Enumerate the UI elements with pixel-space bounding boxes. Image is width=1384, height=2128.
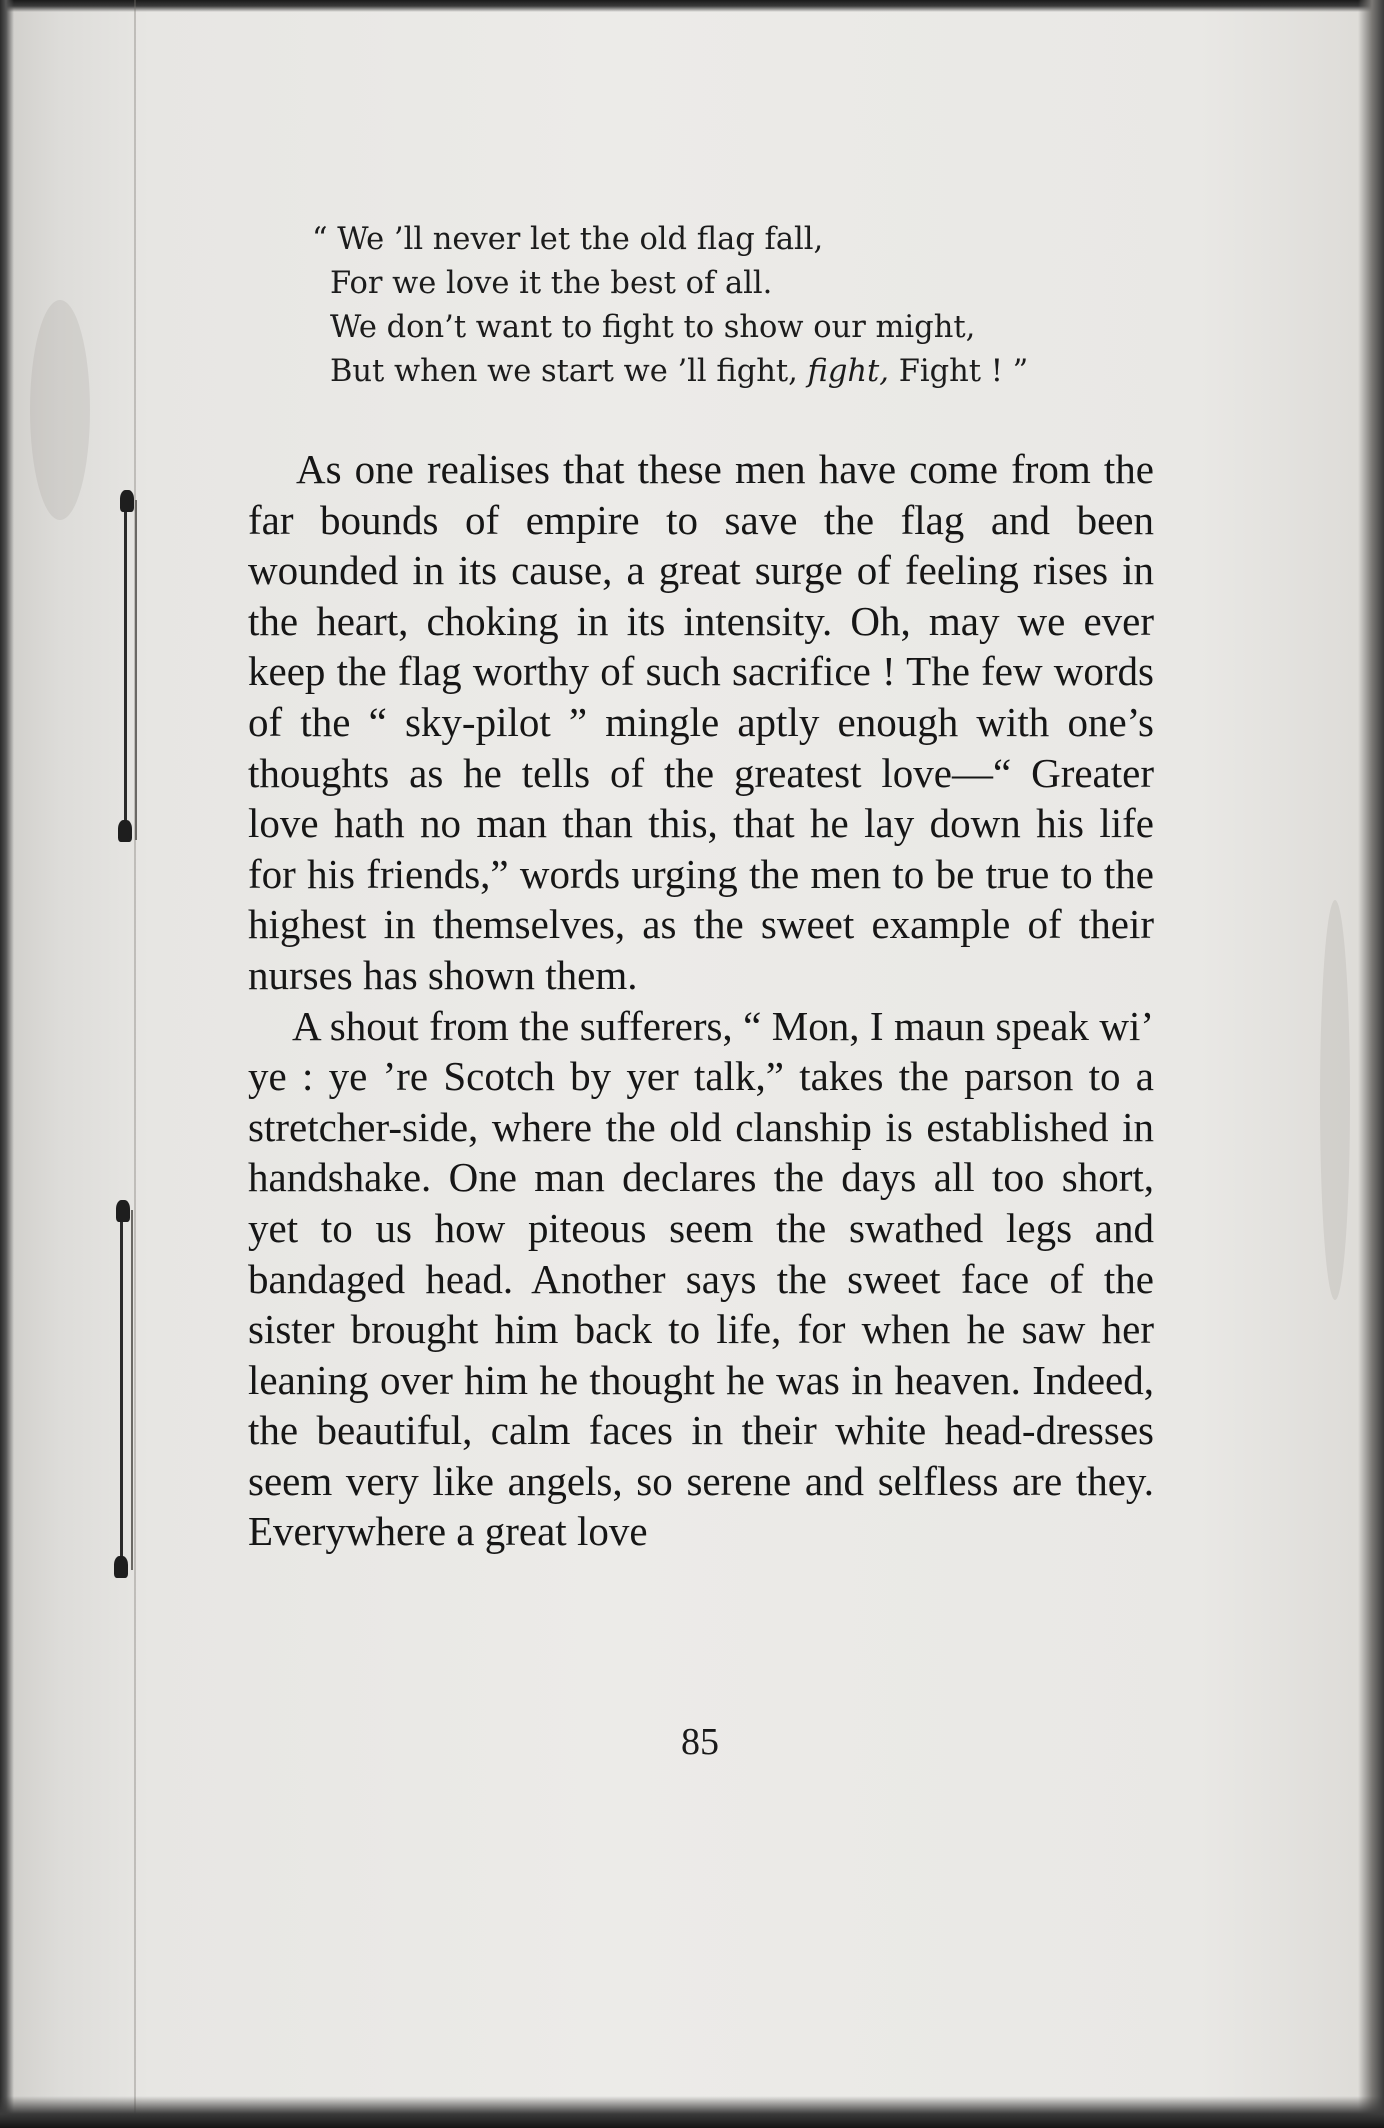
verse-line: For we love it the best of all. [330, 266, 773, 301]
page-number: 85 [681, 1721, 719, 1763]
binding-thread-upper [124, 500, 137, 840]
paragraph: A shout from the sufferers, “ Mon, I maun speak wi’ ye : ye ’re Scotch by yer talk,” takes the parson to a stretcher-side, where the old clanship is established in handshake. One man declares the days all too short, yet to us how piteous seem the swathed legs and bandaged head. Another says the sweet face of the sister brought him back to life, for when he saw her leaning over him he thought he was in heaven. Indeed, the beautiful, calm faces in their white head-dresses seem very like angels, so serene and selfless are they. Everywhere a great love [248, 1002, 1154, 1555]
thread-knot [114, 1556, 128, 1578]
page-left-shadow [0, 0, 14, 2128]
verse-line-last [330, 350, 1230, 394]
thread-knot [116, 1200, 130, 1222]
thread-knot [118, 820, 132, 842]
page-top-shadow [0, 0, 1384, 12]
binding-thread-lower [120, 1210, 133, 1570]
page-bottom-shadow [0, 2096, 1384, 2128]
verse-italic-word: fight, [807, 354, 889, 389]
page-right-shadow [1358, 0, 1384, 2128]
body-text [248, 444, 1154, 1557]
verse-line: We don’t want to fight to show our might, [330, 310, 976, 345]
binding-gutter [134, 0, 136, 2128]
paragraph: As one realises that these men have come from the far bounds of empire to save the flag and been wounded in its cause, a great surge of feeling rises in the heart, choking in its intensity. Oh, may we ever keep the flag worthy of such sacrifice ! The few words of the “ sky-pilot ” mingle aptly enough with one’s thoughts as he tells of the greatest love—“ Greater love hath no man than this, that he lay down his life for his friends,” words urging the men to be true to the highest in themselves, as the sweet example of their nurses has shown them. [248, 446, 1154, 998]
verse-text: But when we start we ’ll fight, [330, 354, 808, 389]
verse-line: “ We ’ll never let the old flag fall, [312, 222, 824, 257]
thread-knot [120, 490, 134, 512]
verse-block [312, 218, 1230, 394]
verse-text: Fight ! ” [889, 354, 1029, 389]
paper-stain [1320, 900, 1350, 1300]
paper-stain [30, 300, 90, 520]
